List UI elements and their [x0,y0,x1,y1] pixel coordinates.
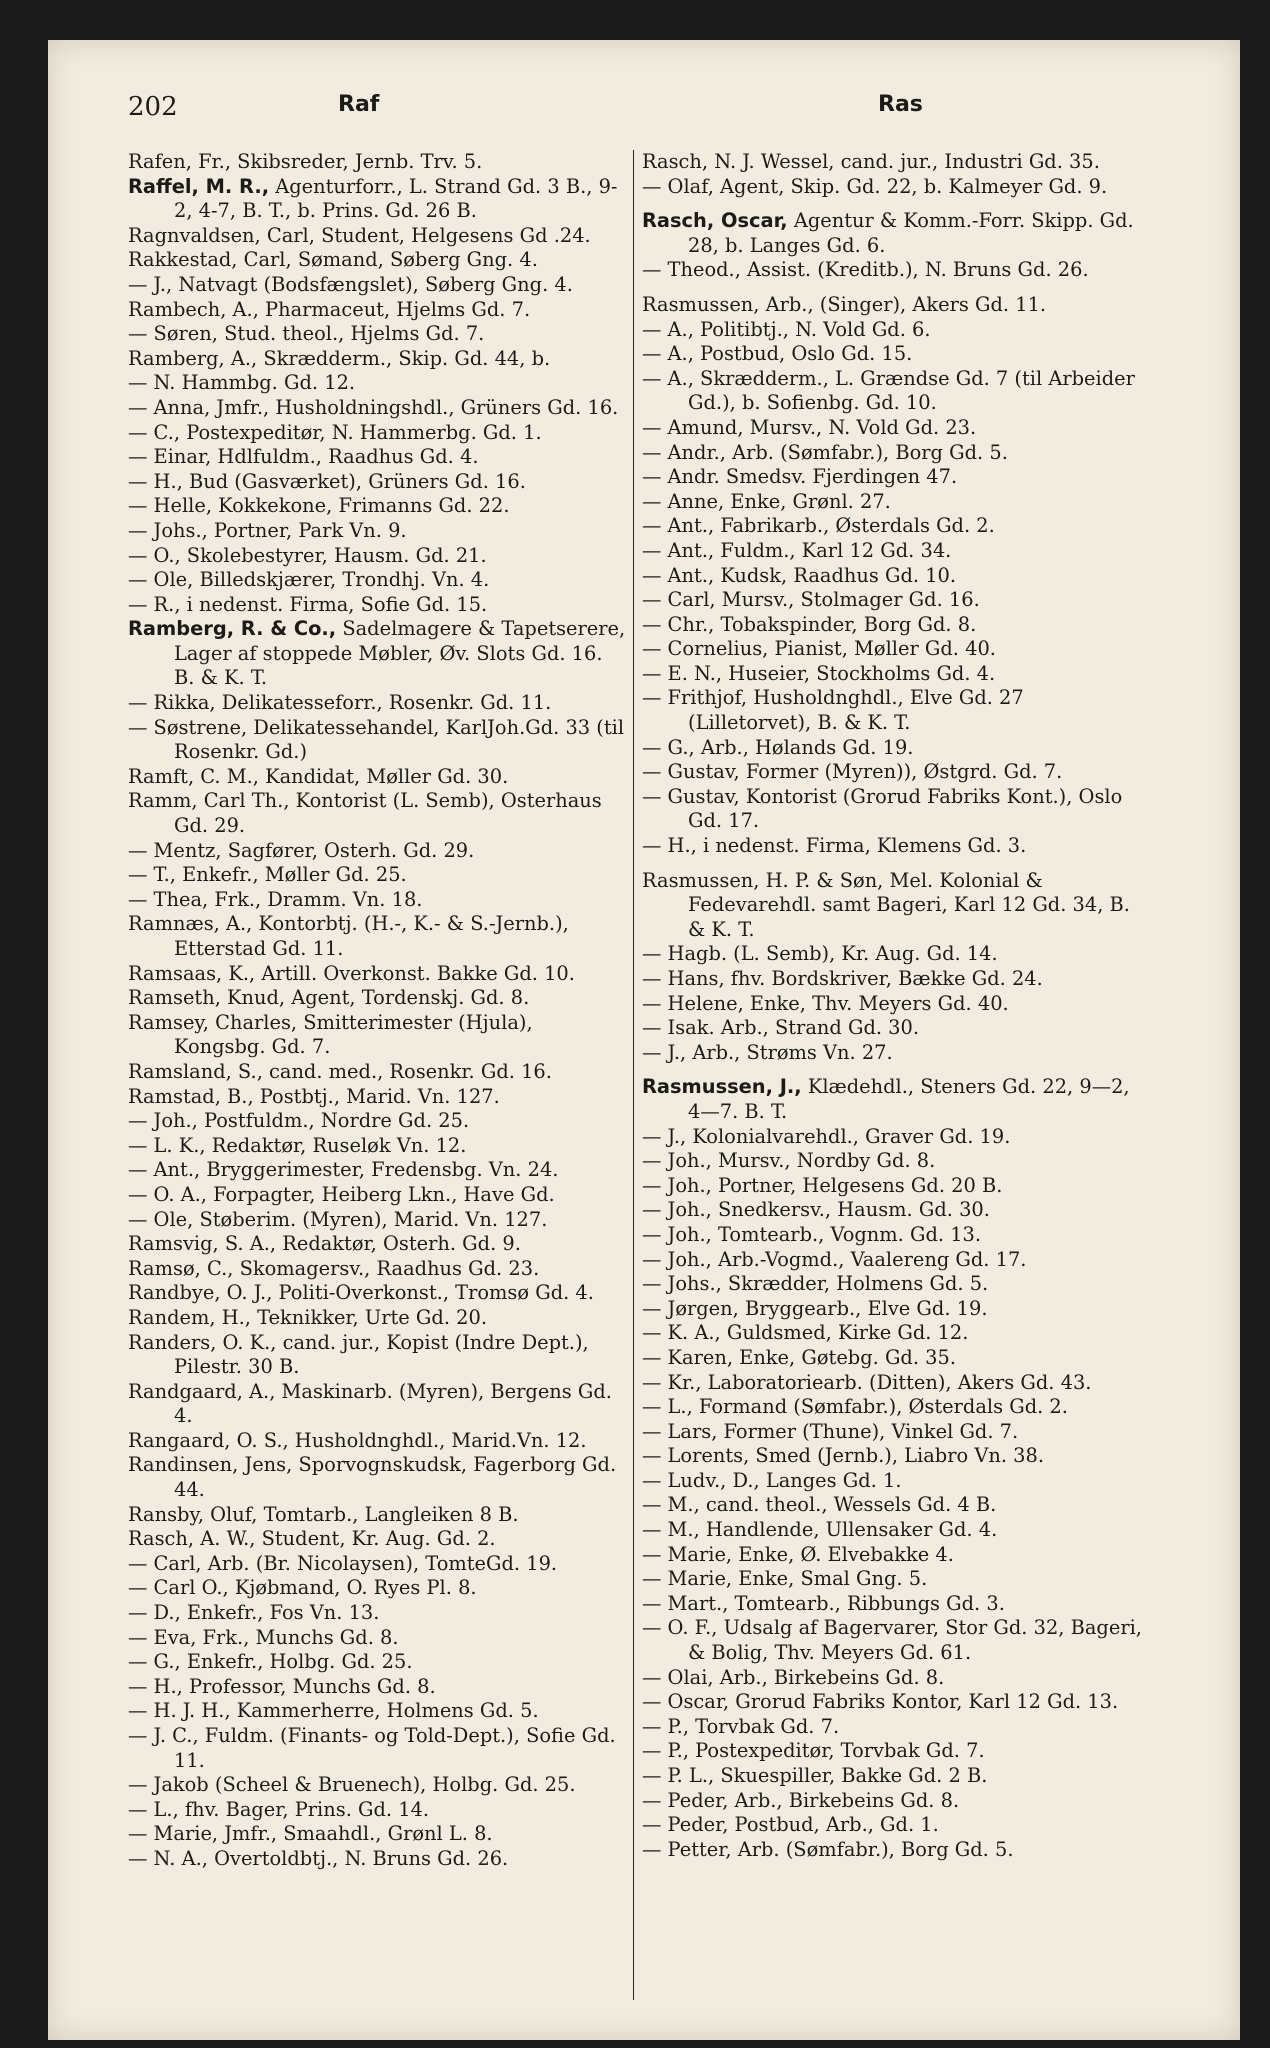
entry-text: — Carl, Mursv., Stolmager Gd. 16. [642,588,980,612]
directory-entry [642,1493,1142,1518]
directory-entry [128,544,628,569]
entry-text: — Søstrene, Delikatessehandel, KarlJoh.Gd. 33 (til Rosenkr. Gd.) [128,715,625,764]
entry-text: — L. K., Redaktør, Ruseløk Vn. 12. [128,1133,467,1157]
entry-text: — Frithjof, Husholdnghdl., Elve Gd. 27 (Lilletorvet), B. & K. T. [642,686,1024,735]
entry-text: Ramsland, S., cand. med., Rosenkr. Gd. 16. [128,1059,552,1083]
entry-text: — Olaf, Agent, Skip. Gd. 22, b. Kalmeyer Gd. 9. [642,174,1108,198]
directory-entry [128,1158,628,1183]
directory-entry [642,1567,1142,1592]
entry-text: — Anne, Enke, Grønl. 27. [642,489,891,513]
entry-text: — P., Torvbak Gd. 7. [642,1714,840,1738]
entry-text: — N. A., Overtoldbtj., N. Bruns Gd. 26. [128,1846,509,1870]
entry-text: — Ole, Støberim. (Myren), Marid. Vn. 127. [128,1207,548,1231]
entry-text: — H., Bud (Gasværket), Grüners Gd. 16. [128,469,526,493]
entry-text: Rasmussen, Arb., (Singer), Akers Gd. 11. [642,292,1047,316]
entry-text: — Lars, Former (Thune), Vinkel Gd. 7. [642,1419,1019,1443]
directory-entry [642,736,1142,761]
entry-text: — Carl, Arb. (Br. Nicolaysen), TomteGd. 19. [128,1551,558,1575]
directory-entry [642,258,1142,283]
entry-text: — Jakob (Scheel & Bruenech), Holbg. Gd. 25. [128,1773,576,1797]
entry-text: — Thea, Frk., Dramm. Vn. 18. [128,887,423,911]
directory-entry [642,760,1142,785]
directory-entry [642,613,1142,638]
entry-text: — Cornelius, Pianist, Møller Gd. 40. [642,637,996,661]
directory-entry [642,318,1142,343]
entry-text: Rafen, Fr., Skibsreder, Jernb. Trv. 5. [128,150,483,173]
directory-entry [128,691,628,716]
entry-text: — Chr., Tobakspinder, Borg Gd. 8. [642,612,977,636]
entry-text: Rambech, A., Pharmaceut, Hjelms Gd. 7. [128,297,531,321]
entry-text: Ramberg, A., Skrædderm., Skip. Gd. 44, b. [128,346,551,370]
entry-text: — Jørgen, Bryggearb., Elve Gd. 19. [642,1296,988,1320]
directory-entry [128,175,628,224]
entry-text: Ramsø, C., Skomagersv., Raadhus Gd. 23. [128,1256,540,1280]
directory-entry [128,224,628,249]
entry-text: Rakkestad, Carl, Sømand, Søberg Gng. 4. [128,248,538,272]
directory-entry [128,568,628,593]
entry-firm-name: Ramberg, R. & Co., [128,617,337,641]
entry-text: — Peder, Postbud, Arb., Gd. 1. [642,1813,939,1837]
directory-entry [642,1174,1142,1199]
entry-text: — Johs., Portner, Park Vn. 9. [128,518,407,542]
directory-entry [642,1690,1142,1715]
directory-entry [128,617,628,691]
directory-entry [128,1134,628,1159]
entry-text: Agentur & Komm.-Forr. Skipp. Gd. 28, b. Langes Gd. 6. [688,209,1134,257]
entry-text: Ramsvig, S. A., Redaktør, Osterh. Gd. 9. [128,1232,521,1256]
entry-text: — E. N., Huseier, Stockholms Gd. 4. [642,661,996,685]
entry-text: — Hagb. (L. Semb), Kr. Aug. Gd. 14. [642,942,998,966]
directory-entry [642,1125,1142,1150]
entry-text: — Marie, Enke, Smal Gng. 5. [642,1567,928,1591]
directory-entry [128,1773,628,1798]
page-header [128,92,1180,132]
entry-text: — J., Natvagt (Bodsfængslet), Søberg Gng. 4. [128,272,573,296]
entry-text: — Joh., Tomtearb., Vognm. Gd. 13. [642,1222,982,1246]
entry-text: — Carl O., Kjøbmand, O. Ryes Pl. 8. [128,1576,477,1600]
entry-text: — Ole, Billedskjærer, Trondhj. Vn. 4. [128,568,490,592]
entry-text: — Joh., Arb.-Vogmd., Vaalereng Gd. 17. [642,1247,1027,1271]
directory-entry [128,1331,628,1380]
entry-text: Rasch, N. J. Wessel, cand. jur., Industri Gd. 35. [642,150,1100,173]
directory-entry [642,834,1142,859]
entry-text: — M., Handlende, Ullensaker Gd. 4. [642,1518,998,1542]
entry-text: — Gustav, Former (Myren)), Østgrd. Gd. 7. [642,760,1063,784]
entry-text: — Ant., Kudsk, Raadhus Gd. 10. [642,563,957,587]
entry-text: — Helle, Kokkekone, Frimanns Gd. 22. [128,494,510,518]
directory-entry [642,1739,1142,1764]
directory-entry [642,465,1142,490]
entry-text: — P. L., Skuespiller, Bakke Gd. 2 B. [642,1764,988,1787]
entry-text: — Ant., Fabrikarb., Østerdals Gd. 2. [642,514,995,538]
right-guide-word: Ras [878,92,923,117]
directory-entry [128,863,628,888]
directory-entry [642,1592,1142,1617]
directory-entry [128,421,628,446]
entry-text: Ramstad, B., Postbtj., Marid. Vn. 127. [128,1084,500,1108]
entry-text: Ramm, Carl Th., Kontorist (L. Semb), Osterhaus Gd. 29. [128,789,602,838]
directory-entry [128,1798,628,1823]
entry-firm-name: Rasch, Oscar, [642,209,788,233]
directory-entry [642,1075,1142,1124]
directory-entry [128,1429,628,1454]
entry-text: Rangaard, O. S., Husholdnghdl., Marid.Vn. 12. [128,1428,587,1452]
entry-text: Sadelmagere & Tapetserere, Lager af stoppede Møbler, Øv. Slots Gd. 16. B. & K. T. [174,617,626,690]
entry-text: — Joh., Mursv., Nordby Gd. 8. [642,1149,936,1173]
directory-entry [128,593,628,618]
left-column [128,150,628,1872]
directory-entry [128,1085,628,1110]
entry-text: — Marie, Jmfr., Smaahdl., Grønl L. 8. [128,1822,493,1846]
entry-text: — D., Enkefr., Fos Vn. 13. [128,1601,380,1625]
directory-entry [642,869,1142,943]
directory-entry [642,1420,1142,1445]
directory-entry [642,1297,1142,1322]
directory-entry [128,1208,628,1233]
directory-entry [128,1527,628,1552]
entry-text: — M., cand. theol., Wessels Gd. 4 B. [642,1493,997,1517]
entry-text: — Karen, Enke, Gøtebg. Gd. 35. [642,1345,957,1369]
entry-text: — O. F., Udsalg af Bagervarer, Stor Gd. 32, Bageri, & Bolig, Thv. Meyers Gd. 61. [642,1616,1142,1665]
directory-entry [128,1183,628,1208]
entry-text: — Marie, Enke, Ø. Elvebakke 4. [642,1542,954,1566]
entry-text: — L., Formand (Sømfabr.), Østerdals Gd. 2. [642,1395,1068,1419]
directory-entry [642,1198,1142,1223]
directory-entry [642,1469,1142,1494]
entry-text: Ransby, Oluf, Tomtarb., Langleiken 8 B. [128,1502,519,1526]
right-column [642,150,1142,1862]
entry-text: — L., fhv. Bager, Prins. Gd. 14. [128,1797,430,1821]
entry-text: Ramnæs, A., Kontorbtj. (H.-, K.- & S.-Jernb.), Etterstad Gd. 11. [128,912,569,960]
directory-entry [642,342,1142,367]
directory-entry [128,1552,628,1577]
entry-text: — Andr., Arb. (Sømfabr.), Borg Gd. 5. [642,440,1008,464]
entry-text: — Peder, Arb., Birkebeins Gd. 8. [642,1788,960,1812]
directory-entry [128,888,628,913]
entry-text: — Einar, Hdlfuldm., Raadhus Gd. 4. [128,445,479,469]
directory-entry [642,1518,1142,1543]
directory-entry [128,519,628,544]
directory-entry [642,1838,1142,1863]
directory-entry [642,1543,1142,1568]
entry-text: — J., Arb., Strøms Vn. 27. [642,1040,893,1064]
directory-entry [128,1601,628,1626]
directory-entry [128,1650,628,1675]
entry-text: — A., Skrædderm., L. Grændse Gd. 7 (til Arbeider Gd.), b. Sofienbg. Gd. 10. [642,366,1135,415]
directory-entry [128,986,628,1011]
entry-text: — Anna, Jmfr., Husholdningshdl., Grüners Gd. 16. [128,395,619,419]
entry-text: — Helene, Enke, Thv. Meyers Gd. 40. [642,991,1009,1015]
entry-text: — N. Hammbg. Gd. 12. [128,371,356,395]
directory-entry [128,1060,628,1085]
directory-entry [128,445,628,470]
entry-text: — Rikka, Delikatesseforr., Rosenkr. Gd. 11. [128,691,552,715]
directory-entry [642,942,1142,967]
directory-entry [128,1675,628,1700]
entry-text: — Joh., Portner, Helgesens Gd. 20 B. [642,1173,1003,1197]
entry-text: — Ludv., D., Langes Gd. 1. [642,1468,902,1492]
entry-text: — Ant., Fuldm., Karl 12 Gd. 34. [642,538,952,562]
entry-text: — Johs., Skrædder, Holmens Gd. 5. [642,1272,989,1296]
directory-entry [642,441,1142,466]
entry-text: — Olai, Arb., Birkebeins Gd. 8. [642,1665,945,1689]
directory-entry [642,1321,1142,1346]
directory-entry [128,1699,628,1724]
entry-text: — Isak. Arb., Strand Gd. 30. [642,1016,920,1040]
directory-entry [128,1109,628,1134]
entry-text: — Lorents, Smed (Jernb.), Liabro Vn. 38. [642,1444,1044,1468]
entry-text: — Theod., Assist. (Kreditb.), N. Bruns Gd. 26. [642,258,1089,282]
directory-entry [642,1272,1142,1297]
directory-entry [642,514,1142,539]
directory-entry [642,686,1142,735]
directory-entry [642,785,1142,834]
entry-text: Rasch, A. W., Student, Kr. Aug. Gd. 2. [128,1527,496,1551]
directory-entry [128,1011,628,1060]
directory-entry [128,789,628,838]
directory-entry [642,1764,1142,1789]
directory-entry [128,150,628,175]
directory-entry [128,347,628,372]
entry-firm-name: Rasmussen, J., [642,1075,802,1099]
directory-entry [642,1616,1142,1665]
directory-entry [642,1813,1142,1838]
entry-text: — Mart., Tomtearb., Ribbungs Gd. 3. [642,1591,1005,1615]
directory-entry [128,470,628,495]
entry-text: — T., Enkefr., Møller Gd. 25. [128,863,407,887]
directory-entry [642,150,1142,175]
entry-text: Randgaard, A., Maskinarb. (Myren), Bergens Gd. 4. [128,1379,612,1428]
directory-entry [642,1715,1142,1740]
entry-text: Randbye, O. J., Politi-Overkonst., Tromsø Gd. 4. [128,1281,594,1305]
directory-entry [642,1041,1142,1066]
directory-entry [128,1257,628,1282]
directory-page [48,40,1240,2040]
directory-entry [642,539,1142,564]
directory-entry [128,1281,628,1306]
directory-entry [642,1395,1142,1420]
directory-entry [128,1380,628,1429]
directory-entry [128,273,628,298]
directory-entry [128,716,628,765]
entry-text: — J. C., Fuldm. (Finants- og Told-Dept.), Sofie Gd. 11. [128,1724,616,1772]
entry-text: — Joh., Snedkersv., Hausm. Gd. 30. [642,1198,990,1222]
directory-columns [128,150,1228,2010]
directory-entry [642,992,1142,1017]
directory-entry [642,1248,1142,1273]
page-number: 202 [128,92,178,122]
directory-entry [128,1503,628,1528]
directory-entry [642,1346,1142,1371]
entry-firm-name: Raffel, M. R., [128,174,270,198]
directory-entry [128,494,628,519]
entry-text: — A., Politibtj., N. Vold Gd. 6. [642,317,931,341]
entry-text: — H. J. H., Kammerherre, Holmens Gd. 5. [128,1699,539,1723]
directory-entry [128,322,628,347]
directory-entry [128,1724,628,1773]
entry-text: Ramft, C. M., Kandidat, Møller Gd. 30. [128,764,509,788]
directory-entry [128,396,628,421]
entry-text: — P., Postexpeditør, Torvbak Gd. 7. [642,1739,985,1763]
entry-text: — Søren, Stud. theol., Hjelms Gd. 7. [128,322,485,346]
directory-entry [128,1306,628,1331]
directory-entry [128,765,628,790]
directory-entry [128,1576,628,1601]
entry-text: Ragnvaldsen, Carl, Student, Helgesens Gd .24. [128,223,591,247]
entry-text: — Mentz, Sagfører, Osterh. Gd. 29. [128,838,475,862]
entry-text: — Andr. Smedsv. Fjerdingen 47. [642,465,958,489]
entry-text: Randers, O. K., cand. jur., Kopist (Indre Dept.), Pilestr. 30 B. [128,1330,589,1379]
entry-text: Randinsen, Jens, Sporvognskudsk, Fagerborg Gd. 44. [128,1453,617,1502]
directory-entry [642,367,1142,416]
directory-entry [642,1149,1142,1174]
directory-entry [128,1232,628,1257]
entry-text: — Gustav, Kontorist (Grorud Fabriks Kont.), Oslo Gd. 17. [642,784,1123,833]
directory-entry [128,248,628,273]
directory-entry [128,1626,628,1651]
directory-entry [642,1444,1142,1469]
entry-text: — J., Kolonialvarehdl., Graver Gd. 19. [642,1124,1011,1148]
column-divider [633,150,634,2000]
directory-entry [642,490,1142,515]
entry-text: — H., i nedenst. Firma, Klemens Gd. 3. [642,834,1027,858]
entry-text: — Joh., Postfuldm., Nordre Gd. 25. [128,1109,470,1133]
entry-text: — Petter, Arb. (Sømfabr.), Borg Gd. 5. [642,1837,1014,1861]
directory-entry [128,1822,628,1847]
directory-entry [642,564,1142,589]
directory-entry [128,912,628,961]
directory-entry [642,588,1142,613]
directory-entry [128,1453,628,1502]
entry-text: Ramsey, Charles, Smitterimester (Hjula), Kongsbg. Gd. 7. [128,1010,533,1059]
directory-entry [642,1666,1142,1691]
entry-text: — Kr., Laboratoriearb. (Ditten), Akers Gd. 43. [642,1370,1092,1394]
entry-text: — Oscar, Grorud Fabriks Kontor, Karl 12 Gd. 13. [642,1690,1119,1714]
entry-text: — Amund, Mursv., N. Vold Gd. 23. [642,415,977,439]
directory-entry [642,293,1142,318]
entry-text: — R., i nedenst. Firma, Sofie Gd. 15. [128,592,488,616]
entry-text: — A., Postbud, Oslo Gd. 15. [642,342,913,366]
directory-entry [642,209,1142,258]
directory-entry [642,1016,1142,1041]
entry-text: Randem, H., Teknikker, Urte Gd. 20. [128,1305,487,1329]
directory-entry [642,1789,1142,1814]
directory-entry [642,662,1142,687]
directory-entry [128,962,628,987]
entry-text: — O., Skolebestyrer, Hausm. Gd. 21. [128,543,487,567]
directory-entry [642,1371,1142,1396]
entry-text: Ramseth, Knud, Agent, Tordenskj. Gd. 8. [128,986,530,1010]
directory-entry [642,967,1142,992]
entry-text: — Hans, fhv. Bordskriver, Bække Gd. 24. [642,967,1043,990]
directory-entry [128,371,628,396]
entry-text: Klædehdl., Steners Gd. 22, 9—2, 4—7. B. T. [688,1075,1130,1123]
entry-text: — Ant., Bryggerimester, Fredensbg. Vn. 24. [128,1158,559,1182]
directory-entry [128,839,628,864]
entry-text: Ramsaas, K., Artill. Overkonst. Bakke Gd. 10. [128,961,575,985]
left-guide-word: Raf [338,92,380,117]
directory-entry [642,637,1142,662]
entry-text: Rasmussen, H. P. & Søn, Mel. Kolonial & Fedevarehdl. samt Bageri, Karl 12 Gd. 34, B. & K. T. [642,868,1130,941]
entry-text: — O. A., Forpagter, Heiberg Lkn., Have Gd. [128,1182,555,1206]
entry-text: — G., Enkefr., Holbg. Gd. 25. [128,1650,413,1674]
entry-text: — K. A., Guldsmed, Kirke Gd. 12. [642,1321,969,1345]
entry-text: Agenturforr., L. Strand Gd. 3 B., 9-2, 4-7, B. T., b. Prins. Gd. 26 B. [174,174,618,223]
directory-entry [642,1223,1142,1248]
entry-text: — H., Professor, Munchs Gd. 8. [128,1674,436,1698]
directory-entry [128,1847,628,1872]
entry-text: — C., Postexpeditør, N. Hammerbg. Gd. 1. [128,420,542,444]
entry-text: — Eva, Frk., Munchs Gd. 8. [128,1625,399,1649]
directory-entry [642,416,1142,441]
directory-entry [642,175,1142,200]
directory-entry [128,298,628,323]
entry-text: — G., Arb., Hølands Gd. 19. [642,735,914,759]
